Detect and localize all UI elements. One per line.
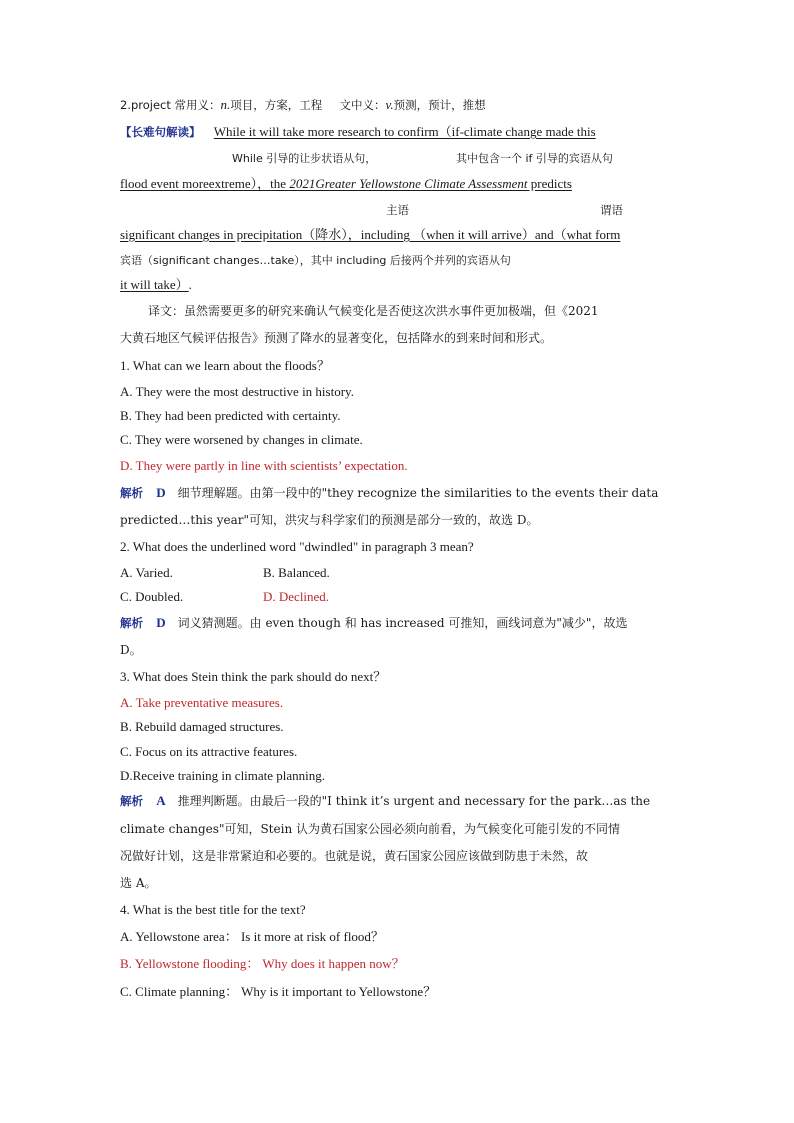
question-2-explanation-line-1: 解析 D 词义猜测题。由 even though 和 has increased 可推知，画线词意为"减少"，故选 (120, 615, 628, 630)
question-1-option-c: C. They were worsened by changes in climate. (120, 432, 363, 447)
question-4-option-c: C. Climate planning： Why is it important to Yellowstone？ (120, 984, 437, 999)
vocab-n-meaning: 项目，方案，工程 (230, 98, 323, 112)
translation-line-2: 大黄石地区气候评估报告》预测了降水的显著变化，包括降水的到来时间和形式。 (120, 331, 553, 345)
question-1-explanation-line-1: 解析 D 细节理解题。由第一段中的"they recognize the similarities to the events their data (120, 485, 659, 500)
question-2-option-a: A. Varied. (120, 565, 173, 580)
sentence-text-2b-pre: the (270, 176, 290, 191)
explanation-label: 解析 (120, 616, 143, 630)
sentence-text-3: significant changes in precipitation（降水），including （when it will arrive）and（what form (120, 227, 621, 242)
vocab-v-abbr: v. (385, 97, 394, 112)
question-3-option-c: C. Focus on its attractive features. (120, 744, 298, 759)
question-3-explanation-line-3: 况做好计划，这是非常紧迫和必要的。也就是说，黄石国家公园应该做到防患于未然，故 (120, 849, 589, 863)
sentence-line-4: it will take）. (120, 277, 192, 292)
question-1-option-a: A. They were the most destructive in history. (120, 384, 354, 399)
explanation-label: 解析 (120, 794, 143, 808)
question-2-explanation-line-2: D。 (120, 643, 142, 657)
question-3-option-a-answer: A. Take preventative measures. (120, 695, 284, 710)
predicate-label: 谓语 (600, 203, 623, 217)
question-2-option-c: C. Doubled. (120, 589, 184, 604)
sentence-text-2c: predicts (527, 176, 572, 191)
sentence-note-1a: While 引导的让步状语从句， (232, 152, 377, 165)
question-3-explanation-line-1: 解析 A 推理判断题。由最后一段的"I think it’s urgent and necessary for the park…as the (120, 793, 651, 808)
explanation-label: 解析 (120, 486, 143, 500)
sentence-line-1 (120, 124, 596, 140)
translation-line-1: 译文：虽然需要更多的研究来确认气候变化是否使这次洪水事件更加极端，但《2021 (148, 304, 599, 318)
question-4-option-b-answer: B. Yellowstone flooding： Why does it happen now？ (120, 956, 405, 971)
question-3-explanation-line-4: 选 A。 (120, 876, 157, 890)
question-3-explanation-line-2: climate changes"可知，Stein 认为黄石国家公园必须向前看，为气候变化可能引发的不同情 (120, 822, 620, 836)
sentence-line-3 (120, 227, 620, 243)
question-1-option-b: B. They had been predicted with certainty. (120, 408, 341, 423)
vocab-n-abbr: n. (220, 97, 231, 112)
sentence-analysis-tag: 【长难句解读】 (120, 125, 201, 139)
question-2-option-b: B. Balanced. (263, 565, 330, 580)
sentence-note-1b: 其中包含一个 if 引导的宾语从句 (456, 152, 613, 165)
report-title: 2021Greater Yellowstone Climate Assessment (289, 176, 528, 191)
sentence-text-2a: flood event moreextreme）， (120, 176, 271, 191)
sentence-note-3: 宾语（significant changes…take），其中 including 后接两个并列的宾语从句 (120, 254, 511, 267)
explanation-answer-letter: D (156, 615, 166, 630)
vocab-line (120, 97, 486, 113)
explanation-answer-letter: D (156, 485, 166, 500)
vocab-v-meaning: 预测，预计，推想 (393, 98, 486, 112)
sentence-line-2 (120, 176, 572, 192)
question-1-explanation-line-2: predicted…this year"可知，洪灾与科学家们的预测是部分一致的，故选 D。 (120, 513, 539, 527)
sentence-text-4: it will take） (120, 277, 189, 292)
subject-label: 主语 (386, 203, 409, 217)
question-4-stem: 4. What is the best title for the text? (120, 902, 306, 917)
question-1-option-d-answer: D. They were partly in line with scientists’ expectation. (120, 458, 408, 473)
question-3-stem: 3. What does Stein think the park should do next？ (120, 669, 387, 684)
vocab-term: 2.project 常用义： (120, 98, 221, 112)
vocab-context-label: 文中义： (339, 98, 386, 112)
question-4-option-a: A. Yellowstone area： Is it more at risk of flood？ (120, 929, 384, 944)
sentence-text-1: While it will take more research to confirm（if-climate change made this (213, 124, 596, 139)
question-2-stem: 2. What does the underlined word "dwindled" in paragraph 3 mean? (120, 539, 474, 554)
question-2-option-d-answer: D. Declined. (263, 589, 330, 604)
explanation-answer-letter: A (156, 793, 166, 808)
question-3-option-d: D.Receive training in climate planning. (120, 768, 326, 783)
question-1-stem: 1. What can we learn about the floods？ (120, 358, 330, 373)
question-3-option-b: B. Rebuild damaged structures. (120, 719, 284, 734)
